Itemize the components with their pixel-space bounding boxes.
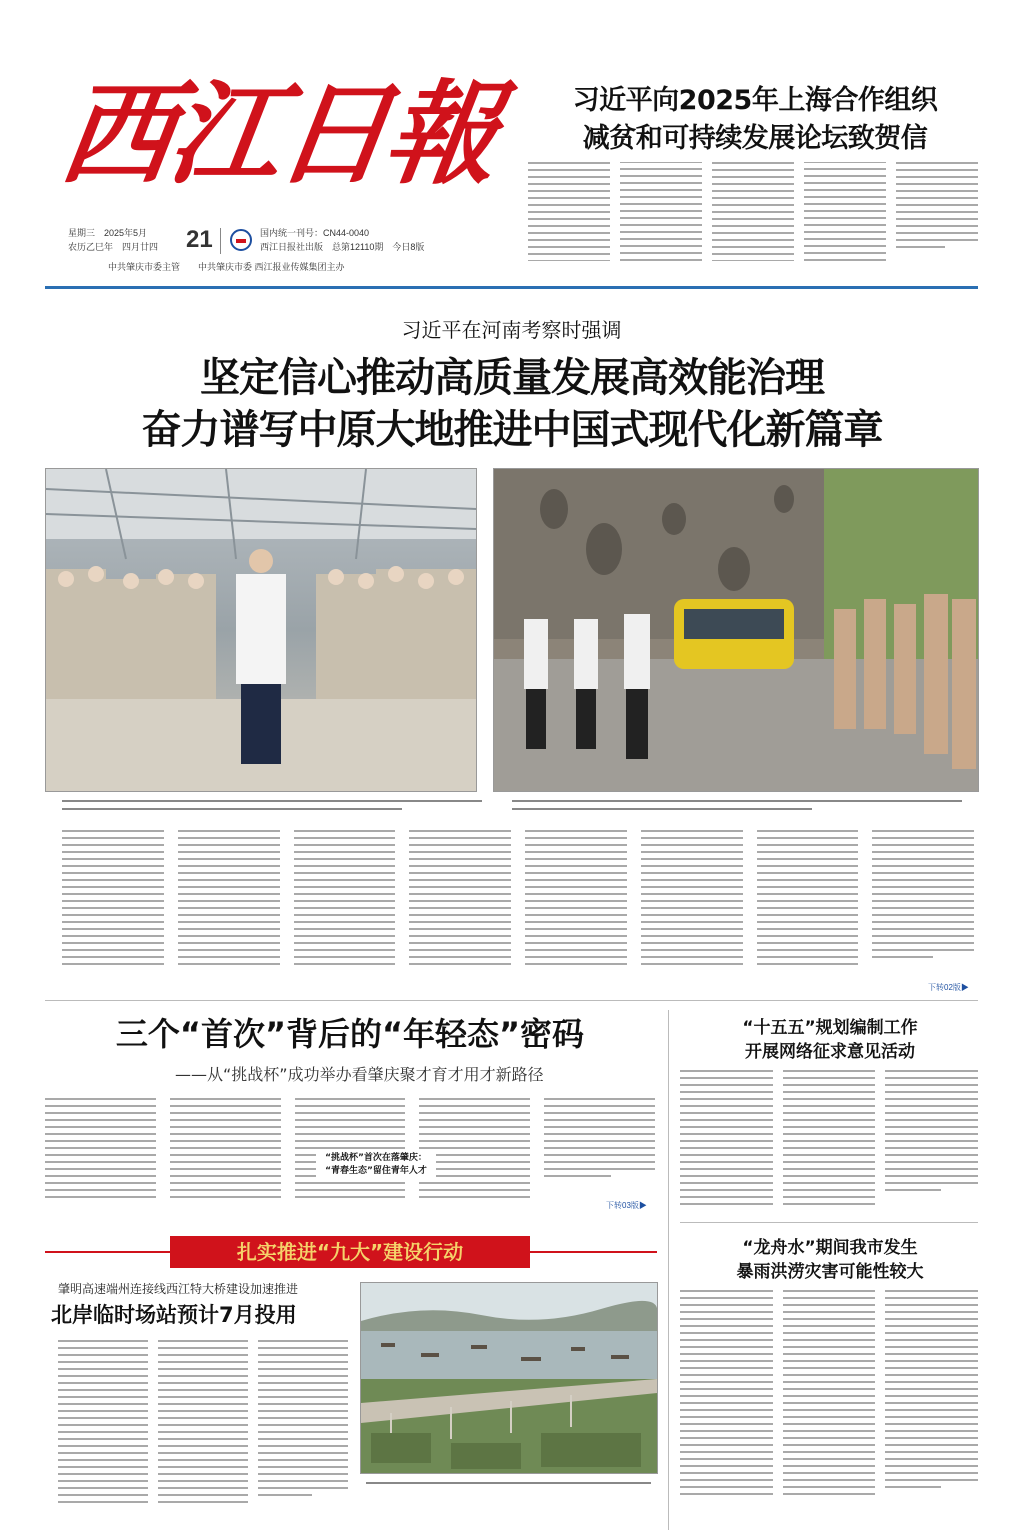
story2-mid-heading-line2: “青春生态”留住青年人才: [325, 1166, 427, 1176]
date-line: 星期三 2025年5月: [68, 228, 148, 238]
column-divider: [668, 1010, 669, 1530]
campaign-banner: 扎实推进“九大”建设行动: [170, 1236, 530, 1268]
story3-headline-line1: “十五五”规划编制工作: [742, 1018, 918, 1038]
top-story-headline-line1: 习近平向2025年上海合作组织: [572, 85, 938, 116]
publisher-line: 西江日报社出版 总第12110期 今日8版: [260, 242, 425, 252]
day-number: 21: [186, 226, 213, 253]
story3-body: [680, 1070, 978, 1210]
lead-photo-captions: [62, 796, 972, 816]
story2-mid-heading: [316, 1152, 436, 1178]
story3-headline-line2: 开展网络征求意见活动: [745, 1042, 915, 1062]
story4-body: [680, 1290, 978, 1520]
bridge-construction-image: [361, 1283, 657, 1473]
story4-headline[interactable]: [680, 1236, 980, 1284]
lead-photo-grottoes[interactable]: [493, 468, 979, 792]
story5-photo-bridge[interactable]: [360, 1282, 658, 1474]
lead-story-headline-line2: 奋力谱写中原大地推进中国式现代化新篇章: [141, 407, 883, 453]
grottoes-visit-image: [494, 469, 978, 791]
newspaper-logo: 西江日報: [52, 69, 504, 200]
factory-visit-image: [46, 469, 476, 791]
masthead-logo: [52, 60, 512, 210]
top-story-headline-line2: 减贫和可持续发展论坛致贺信: [582, 123, 928, 154]
organizer-line: 中共肇庆市委主管 中共肇庆市委 西江报业传媒集团主办: [108, 262, 345, 272]
masthead-rule: [45, 286, 978, 289]
top-story-body: [528, 162, 978, 274]
story5-photo-caption: [366, 1478, 656, 1490]
story3-headline[interactable]: [680, 1016, 980, 1064]
section-divider: [45, 1000, 978, 1001]
story4-headline-line2: 暴雨洪涝灾害可能性较大: [736, 1262, 924, 1282]
masthead-meta: [68, 226, 518, 276]
top-story-headline[interactable]: [520, 82, 990, 158]
lead-story-headline[interactable]: [20, 352, 1004, 456]
story2-mid-heading-line1: “挑战杯”首次在落肇庆：: [325, 1153, 427, 1163]
meta-separator: [220, 228, 221, 254]
story2-continued-link[interactable]: 下转03版▶: [606, 1201, 647, 1210]
lead-story-body: [62, 830, 974, 990]
lunar-date-line: 农历乙巳年 四月廿四: [68, 242, 159, 252]
right-column-divider: [680, 1222, 978, 1223]
story2-subheadline: ——从“挑战杯”成功举办看肇庆聚才育才用才新路径: [175, 1065, 544, 1084]
publisher-emblem-icon: [230, 229, 252, 251]
story5-headline[interactable]: 北岸临时场站预计7月投用: [51, 1303, 297, 1327]
story2-headline[interactable]: 三个“首次”背后的“年轻态”密码: [115, 1015, 585, 1053]
story5-body: [58, 1340, 348, 1524]
issn-line: 国内统一刊号：CN44-0040: [260, 228, 370, 238]
story5-kicker: 肇明高速端州连接线西江特大桥建设加速推进: [58, 1282, 299, 1296]
lead-story-kicker: 习近平在河南考察时强调: [401, 318, 622, 342]
story4-headline-line1: “龙舟水”期间我市发生: [742, 1238, 918, 1258]
lead-photo-factory[interactable]: [45, 468, 477, 792]
lead-story-headline-line1: 坚定信心推动高质量发展高效能治理: [200, 355, 824, 401]
lead-story-continued-link[interactable]: 下转02版▶: [928, 983, 969, 992]
